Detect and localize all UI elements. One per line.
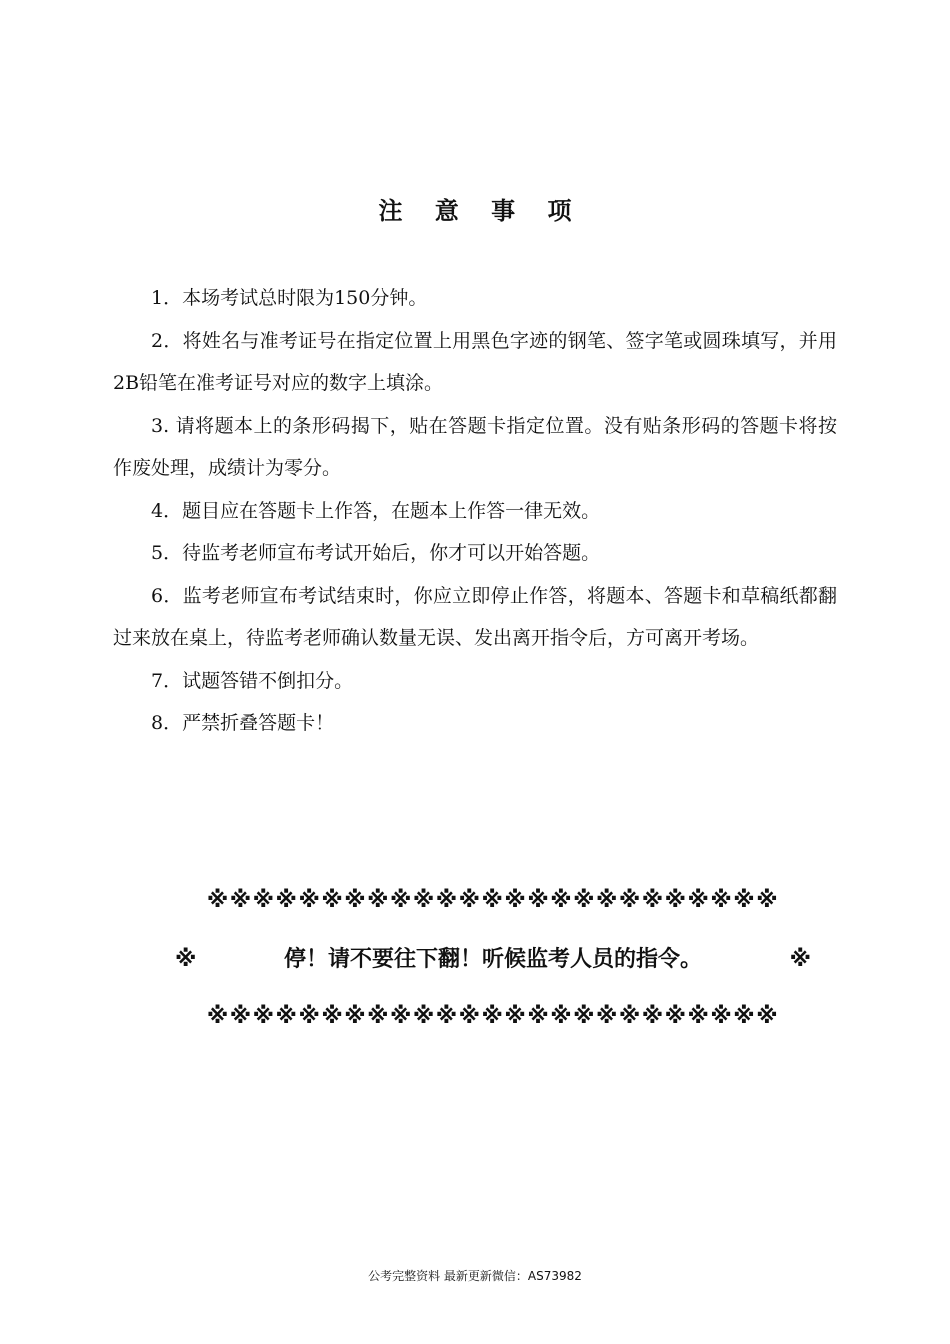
instruction-number: 1． [151,287,183,309]
instruction-text: 将姓名与准考证号在指定位置上用黑色字迹的钢笔、签字笔或圆珠填写，并用2B铅笔在准考证号对应的数字上填涂。 [113,329,837,394]
instruction-item-8 [113,702,837,745]
instruction-text: 待监考老师宣布考试开始后，你才可以开始答题。 [182,542,601,564]
instruction-item-7 [113,660,837,703]
instruction-item-2 [113,320,837,405]
reference-mark-icon: ※ [789,947,811,972]
reference-mark-icon: ※ [175,947,197,972]
instruction-number: 7． [151,669,183,692]
instruction-number: 4． [151,499,183,522]
instruction-text: 本场考试总时限为150分钟。 [182,287,428,309]
footer-watermark: 公考完整资料 最新更新微信：AS73982 [368,1269,582,1283]
instruction-item-4 [113,490,837,533]
instruction-number: 5． [151,542,183,564]
instruction-text: 题目应在答题卡上作答，在题本上作答一律无效。 [182,499,601,522]
page-title: 注 意 事 项 [378,197,584,225]
instruction-item-3 [113,405,837,490]
stop-banner-bottom-border: ※※※※※※※※※※※※※※※※※※※※※※※※※ [206,1004,780,1029]
instructions-list [113,277,837,745]
instruction-item-6 [113,575,837,660]
instruction-text: 严禁折叠答题卡！ [182,712,335,734]
instruction-text: 试题答错不倒扣分。 [182,669,354,692]
instruction-number: 2． [151,329,183,352]
instruction-item-1 [113,277,837,320]
instruction-text: 请将题本上的条形码揭下，贴在答题卡指定位置。没有贴条形码的答题卡将按作废处理，成绩计为零分。 [113,414,837,479]
instruction-text: 监考老师宣布考试结束时，你应立即停止作答，将题本、答题卡和草稿纸都翻过来放在桌上，待监考老师确认数量无误、发出离开指令后，方可离开考场。 [113,584,837,649]
instruction-number: 3. [151,414,176,437]
instruction-item-5 [113,532,837,575]
stop-banner [173,880,813,1038]
instruction-number: 6． [151,584,183,607]
stop-message: 停！请不要往下翻！听候监考人员的指令。 [283,947,702,972]
instruction-number: 8． [151,712,183,734]
stop-banner-message-row [173,930,813,990]
stop-banner-top-border: ※※※※※※※※※※※※※※※※※※※※※※※※※ [206,888,780,913]
